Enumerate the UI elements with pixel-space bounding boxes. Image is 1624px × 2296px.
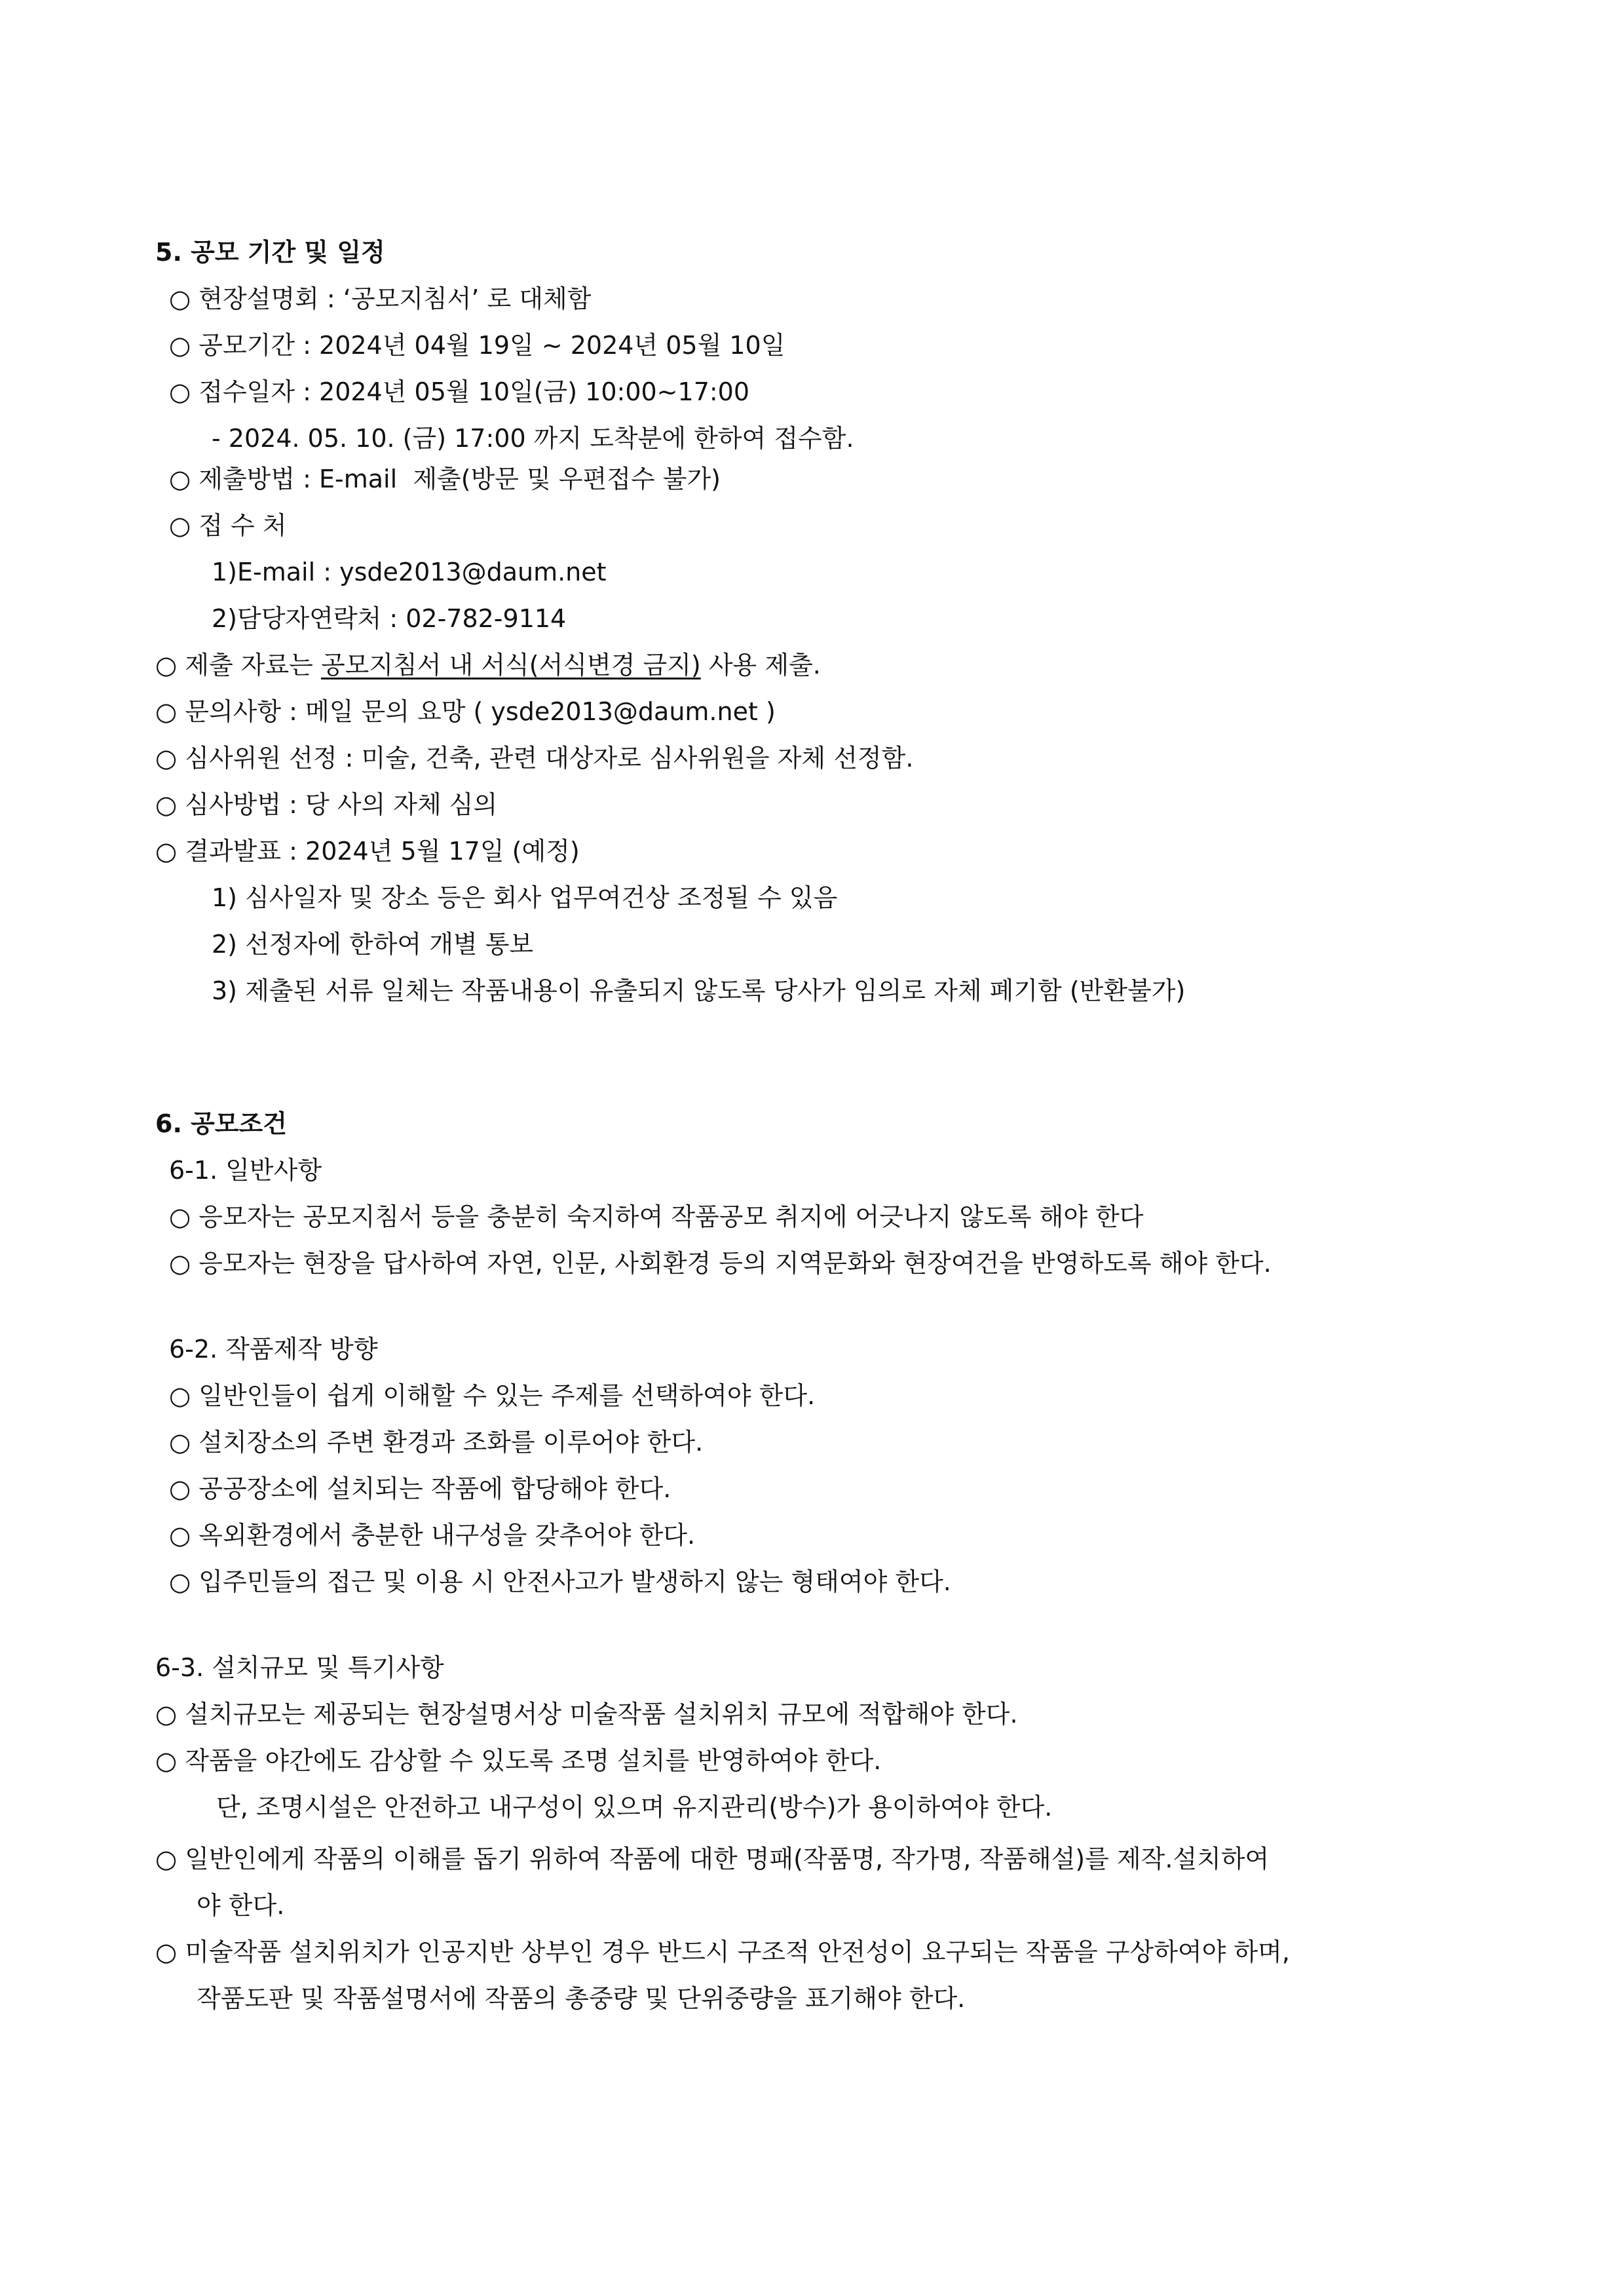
list-item: 야 한다. [197,1891,285,1920]
list-item: 단, 조명시설은 안전하고 내구성이 있으며 유지관리(방수)가 용이하여야 한다. [216,1793,1053,1822]
list-item: ○ 응모자는 공모지침서 등을 충분히 숙지하여 작품공모 취지에 어긋나지 않도록 해야 한다 [169,1202,1144,1231]
submit-note-suffix: 사용 제출. [700,651,821,679]
list-item: 2)담당자연락처 : 02-782-9114 [212,604,567,633]
submit-note-prefix: ○ 제출 자료는 [155,651,321,679]
list-item: ○ 작품을 야간에도 감상할 수 있도록 조명 설치를 반영하여야 한다. [155,1746,882,1775]
list-item: ○ 공모기간 : 2024년 04월 19일 ~ 2024년 05월 10일 [169,331,785,360]
list-item: 1) 심사일자 및 장소 등은 회사 업무여건상 조정될 수 있음 [212,883,838,912]
list-item: ○ 현장설명회 : ‘공모지침서’ 로 대체함 [169,284,592,313]
list-item: ○ 심사방법 : 당 사의 자체 심의 [155,790,498,819]
subsection-6-2-title: 6-2. 작품제작 방향 [169,1335,378,1364]
list-item: ○ 옥외환경에서 충분한 내구성을 갖추어야 한다. [169,1521,696,1550]
list-item: ○ 접 수 처 [169,511,287,540]
list-item: 2) 선정자에 한하여 개별 통보 [212,930,534,959]
list-item: ○ 응모자는 현장을 답사하여 자연, 인문, 사회환경 등의 지역문화와 현장여건을 반영하도록 해야 한다. [169,1249,1272,1278]
submit-note [155,649,821,681]
list-item: ○ 접수일자 : 2024년 05월 10일(금) 10:00~17:00 [169,377,750,406]
list-item: 1)E-mail : ysde2013@daum.net [212,558,607,586]
list-item: ○ 설치장소의 주변 환경과 조화를 이루어야 한다. [169,1428,704,1457]
list-item: ○ 설치규모는 제공되는 현장설명서상 미술작품 설치위치 규모에 적합해야 한다. [155,1700,1018,1729]
list-item: ○ 일반인들이 쉽게 이해할 수 있는 주제를 선택하여야 한다. [169,1381,816,1410]
list-item: ○ 문의사항 : 메일 문의 요망 ( ysde2013@daum.net ) [155,697,776,726]
list-item: ○ 공공장소에 설치되는 작품에 합당해야 한다. [169,1474,671,1503]
list-item: ○ 입주민들의 접근 및 이용 시 안전사고가 발생하지 않는 형태여야 한다. [169,1567,951,1596]
section-6-title: 6. 공모조건 [155,1109,287,1138]
list-item: ○ 일반인에게 작품의 이해를 돕기 위하여 작품에 대한 명패(작품명, 작가명, 작품해설)를 제작.설치하여 [155,1845,1270,1873]
list-item: 작품도판 및 작품설명서에 작품의 총중량 및 단위중량을 표기해야 한다. [197,1984,966,2013]
subsection-6-1-title: 6-1. 일반사항 [169,1156,322,1185]
list-item: 3) 제출된 서류 일체는 작품내용이 유출되지 않도록 당사가 임의로 자체 폐기함 (반환불가) [212,976,1186,1005]
list-item: ○ 심사위원 선정 : 미술, 건축, 관련 대상자로 심사위원을 자체 선정함. [155,744,914,773]
section-5-title: 5. 공모 기간 및 일정 [155,238,385,267]
list-item: ○ 결과발표 : 2024년 5월 17일 (예정) [155,837,580,866]
list-item: - 2024. 05. 10. (금) 17:00 까지 도착분에 한하여 접수함. [212,424,854,453]
submit-note-underlined: 공모지침서 내 서식(서식변경 금지) [320,651,701,679]
list-item: ○ 미술작품 설치위치가 인공지반 상부인 경우 반드시 구조적 안전성이 요구되는 작품을 구상하여야 하며, [155,1938,1290,1966]
subsection-6-3-title: 6-3. 설치규모 및 특기사항 [155,1653,444,1682]
list-item: ○ 제출방법 : E-mail 제출(방문 및 우편접수 불가) [169,465,721,493]
